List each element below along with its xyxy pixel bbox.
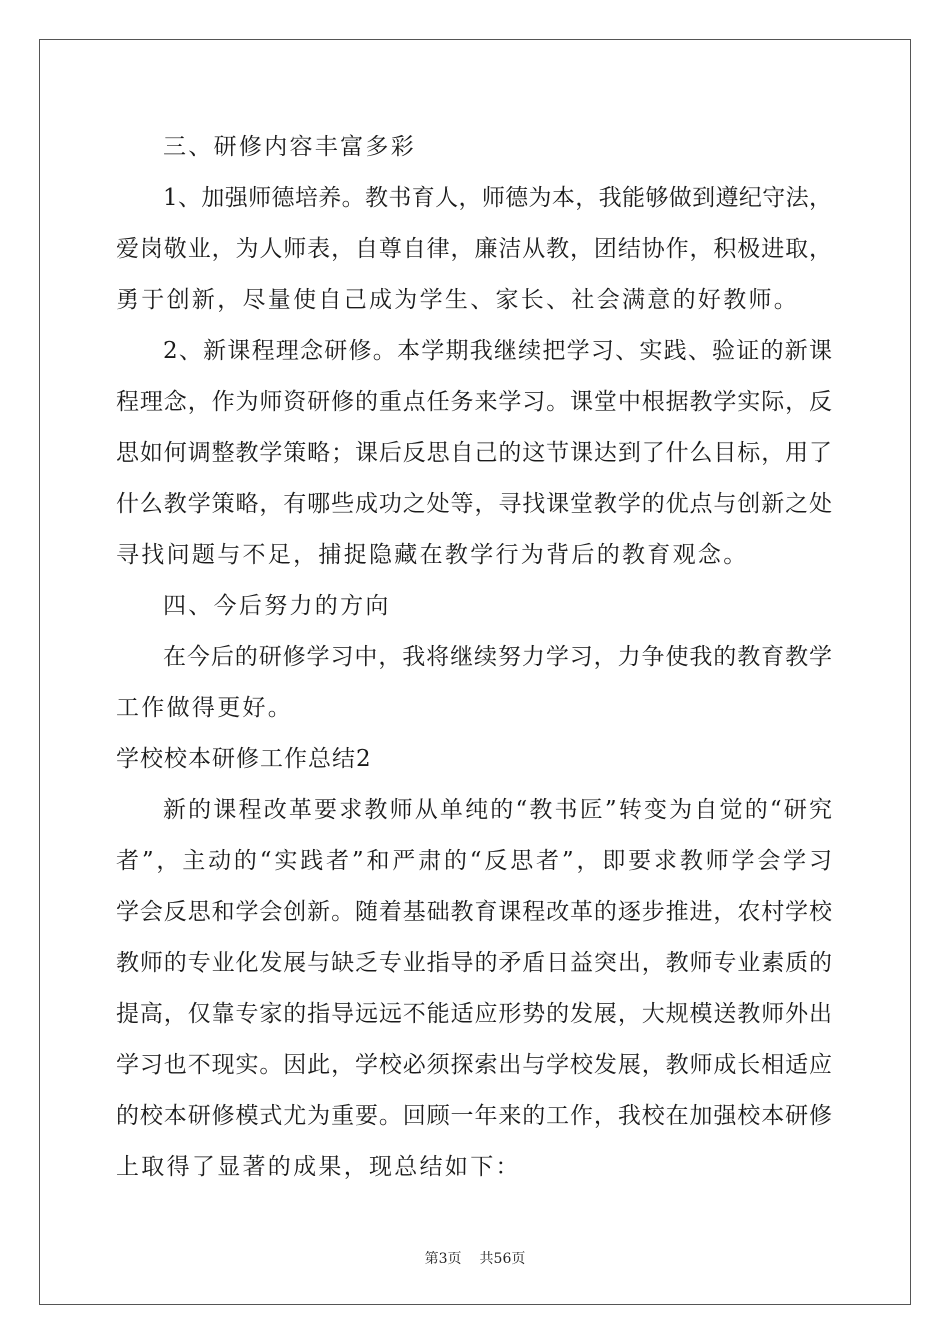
text-line: 在今后的研修学习中，我将继续努力学习，力争使我的教育教学	[163, 644, 832, 670]
text-line: 上取得了显著的成果，现总结如下：	[116, 1154, 521, 1180]
text-line: 思如何调整教学策略；课后反思自己的这节课达到了什么目标，用了	[116, 440, 832, 466]
text-line: 四、今后努力的方向	[163, 593, 391, 619]
text-line: 学会反思和学会创新。随着基础教育课程改革的逐步推进，农村学校	[116, 899, 832, 925]
text-line: 提高，仅靠专家的指导远远不能适应形势的发展，大规模送教师外出	[116, 1001, 832, 1027]
text-line: 学习也不现实。因此，学校必须探索出与学校发展，教师成长相适应	[116, 1052, 832, 1078]
text-line: 新的课程改革要求教师从单纯的“教书匠”转变为自觉的“研究	[163, 797, 832, 823]
page-number: 第3页	[424, 1251, 462, 1267]
text-line: 寻找问题与不足，捕捉隐藏在教学行为背后的教育观念。	[116, 542, 749, 568]
document-body	[116, 122, 832, 1193]
text-line: 2、新课程理念研修。本学期我继续把学习、实践、验证的新课	[163, 338, 832, 364]
page-footer	[0, 1248, 950, 1268]
text-line: 什么教学策略，有哪些成功之处等，寻找课堂教学的优点与创新之处	[116, 491, 832, 517]
text-line: 1、加强师德培养。教书育人，师德为本，我能够做到遵纪守法，	[163, 185, 832, 211]
text-line: 教师的专业化发展与缺乏专业指导的矛盾日益突出，教师专业素质的	[116, 950, 832, 976]
text-line: 程理念，作为师资研修的重点任务来学习。课堂中根据教学实际，反	[116, 389, 832, 415]
section-title: 学校校本研修工作总结2	[116, 746, 372, 772]
text-line: 勇于创新，尽量使自己成为学生、家长、社会满意的好教师。	[116, 287, 800, 313]
text-line: 工作做得更好。	[116, 695, 294, 721]
page-count: 共56页	[479, 1251, 526, 1267]
text-line: 三、研修内容丰富多彩	[163, 134, 416, 160]
text-line: 爱岗敬业，为人师表，自尊自律，廉洁从教，团结协作，积极进取，	[116, 236, 832, 262]
text-line: 的校本研修模式尤为重要。回顾一年来的工作，我校在加强校本研修	[116, 1103, 832, 1129]
text-line: 者”，主动的“实践者”和严肃的“反思者”，即要求教师学会学习	[116, 848, 832, 874]
